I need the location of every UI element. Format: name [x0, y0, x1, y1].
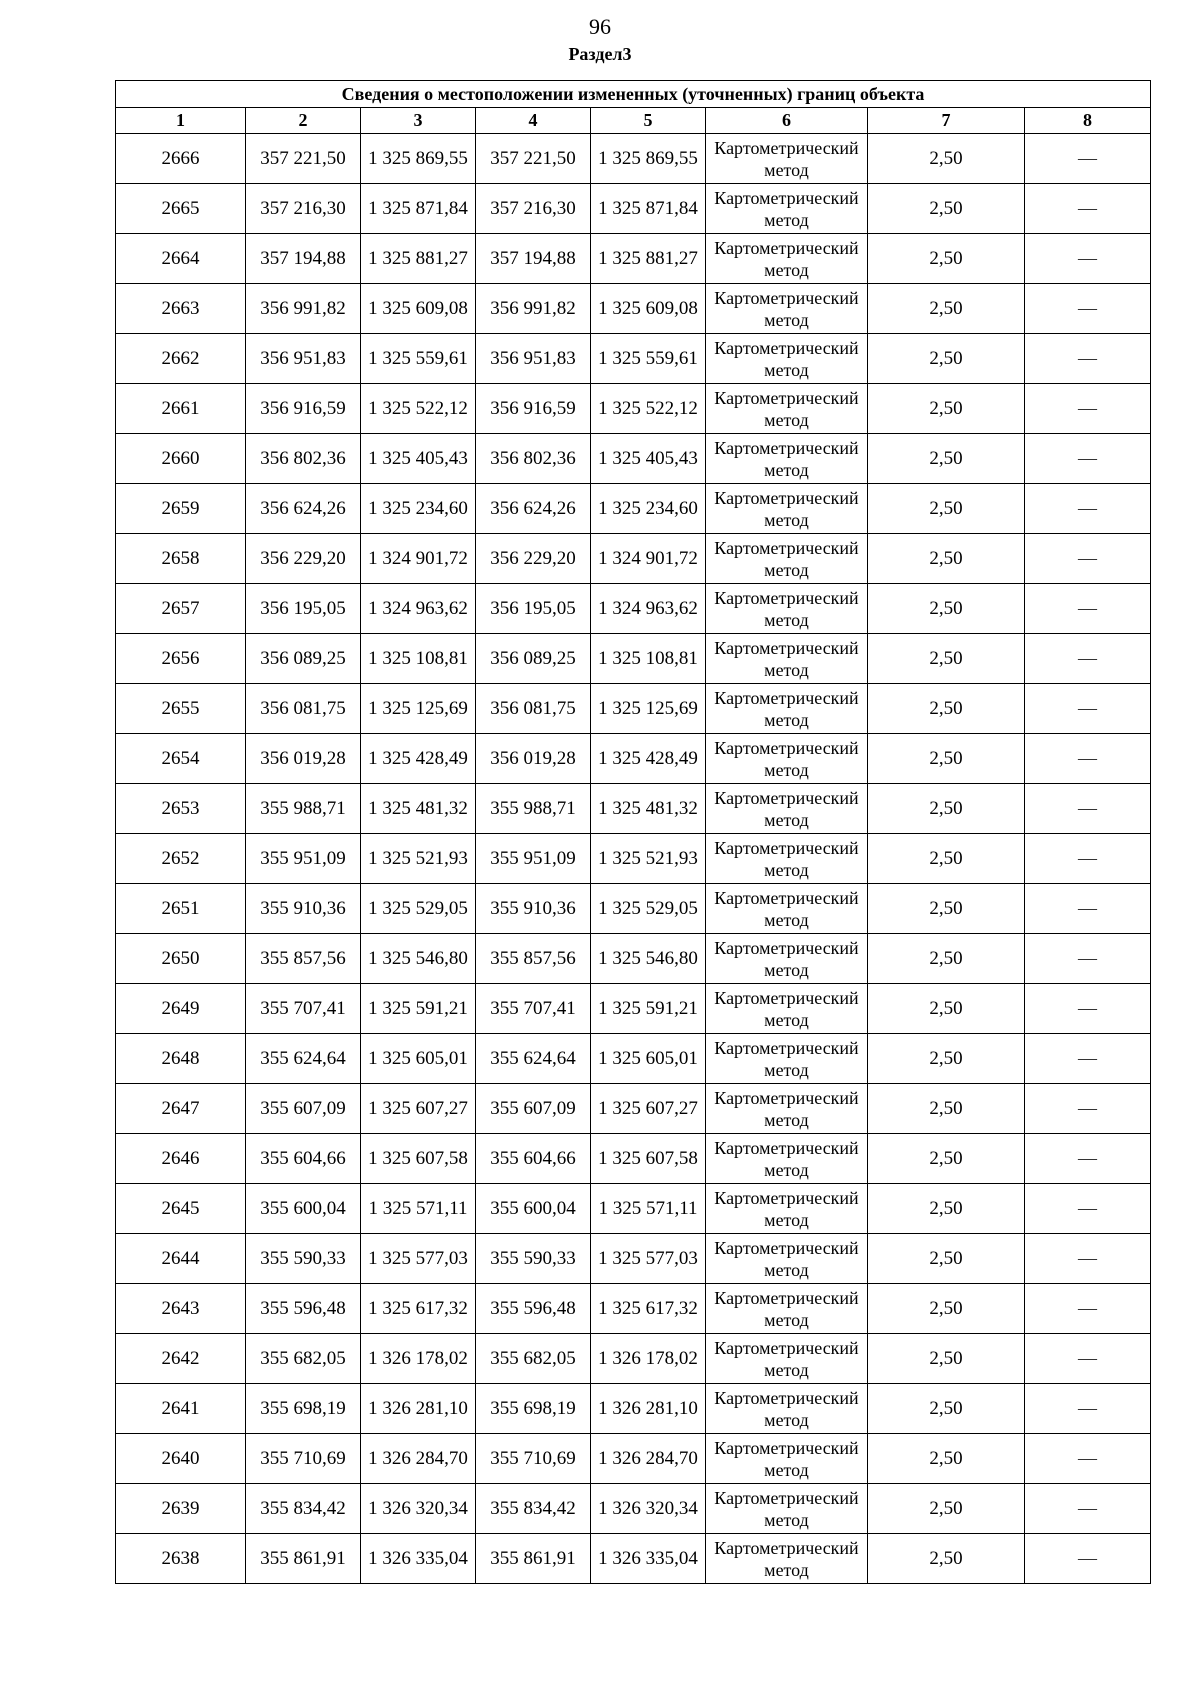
- cell-point-number: 2652: [116, 834, 246, 884]
- cell-accuracy: 2,50: [868, 484, 1025, 534]
- cell-method: Картометрический метод: [706, 1334, 868, 1384]
- cell-method: Картометрический метод: [706, 884, 868, 934]
- table-row: [116, 634, 1151, 684]
- cell-x-new: 355 607,09: [476, 1084, 591, 1134]
- page-number: 96: [589, 14, 611, 39]
- table-row: [116, 234, 1151, 284]
- cell-description: —: [1025, 934, 1151, 984]
- table-row: [116, 984, 1151, 1034]
- cell-accuracy: 2,50: [868, 1234, 1025, 1284]
- cell-y-new: 1 325 529,05: [591, 884, 706, 934]
- cell-description: —: [1025, 584, 1151, 634]
- cell-method: Картометрический метод: [706, 684, 868, 734]
- cell-accuracy: 2,50: [868, 134, 1025, 184]
- cell-x-new: 355 596,48: [476, 1284, 591, 1334]
- cell-x-new: 356 624,26: [476, 484, 591, 534]
- cell-description: —: [1025, 884, 1151, 934]
- cell-point-number: 2665: [116, 184, 246, 234]
- cell-point-number: 2638: [116, 1534, 246, 1584]
- cell-x-existing: 355 710,69: [246, 1434, 361, 1484]
- cell-y-new: 1 326 281,10: [591, 1384, 706, 1434]
- cell-y-new: 1 325 428,49: [591, 734, 706, 784]
- cell-y-new: 1 325 559,61: [591, 334, 706, 384]
- cell-accuracy: 2,50: [868, 884, 1025, 934]
- cell-description: —: [1025, 1434, 1151, 1484]
- cell-method: Картометрический метод: [706, 384, 868, 434]
- cell-description: —: [1025, 734, 1151, 784]
- cell-x-existing: 355 590,33: [246, 1234, 361, 1284]
- cell-x-existing: 355 596,48: [246, 1284, 361, 1334]
- cell-y-existing: 1 325 617,32: [361, 1284, 476, 1334]
- cell-y-new: 1 325 125,69: [591, 684, 706, 734]
- cell-y-existing: 1 325 234,60: [361, 484, 476, 534]
- cell-point-number: 2650: [116, 934, 246, 984]
- cell-point-number: 2641: [116, 1384, 246, 1434]
- cell-method: Картометрический метод: [706, 1484, 868, 1534]
- cell-point-number: 2654: [116, 734, 246, 784]
- cell-x-new: 356 951,83: [476, 334, 591, 384]
- table-row: [116, 934, 1151, 984]
- cell-x-existing: 356 229,20: [246, 534, 361, 584]
- cell-y-existing: 1 325 577,03: [361, 1234, 476, 1284]
- cell-x-new: 356 802,36: [476, 434, 591, 484]
- cell-accuracy: 2,50: [868, 384, 1025, 434]
- cell-y-new: 1 325 234,60: [591, 484, 706, 534]
- cell-accuracy: 2,50: [868, 684, 1025, 734]
- cell-method: Картометрический метод: [706, 934, 868, 984]
- cell-x-new: 355 857,56: [476, 934, 591, 984]
- table-row: [116, 484, 1151, 534]
- table-row: [116, 1484, 1151, 1534]
- cell-method: Картометрический метод: [706, 984, 868, 1034]
- cell-x-existing: 356 951,83: [246, 334, 361, 384]
- cell-y-new: 1 325 871,84: [591, 184, 706, 234]
- cell-point-number: 2643: [116, 1284, 246, 1334]
- cell-description: —: [1025, 234, 1151, 284]
- cell-x-existing: 355 682,05: [246, 1334, 361, 1384]
- cell-x-existing: 356 916,59: [246, 384, 361, 434]
- cell-y-existing: 1 325 108,81: [361, 634, 476, 684]
- table-row: [116, 184, 1151, 234]
- table-body: [116, 134, 1151, 1584]
- table-row: [116, 584, 1151, 634]
- cell-y-new: 1 326 320,34: [591, 1484, 706, 1534]
- cell-description: —: [1025, 434, 1151, 484]
- cell-x-new: 355 698,19: [476, 1384, 591, 1434]
- cell-x-new: 356 195,05: [476, 584, 591, 634]
- cell-y-existing: 1 325 405,43: [361, 434, 476, 484]
- cell-method: Картометрический метод: [706, 1184, 868, 1234]
- cell-accuracy: 2,50: [868, 434, 1025, 484]
- cell-description: —: [1025, 834, 1151, 884]
- cell-point-number: 2645: [116, 1184, 246, 1234]
- cell-x-new: 355 834,42: [476, 1484, 591, 1534]
- cell-y-existing: 1 325 529,05: [361, 884, 476, 934]
- cell-y-existing: 1 326 335,04: [361, 1534, 476, 1584]
- cell-y-existing: 1 325 607,58: [361, 1134, 476, 1184]
- cell-description: —: [1025, 634, 1151, 684]
- table-row: [116, 1384, 1151, 1434]
- cell-y-existing: 1 326 178,02: [361, 1334, 476, 1384]
- cell-method: Картометрический метод: [706, 334, 868, 384]
- cell-description: —: [1025, 1334, 1151, 1384]
- cell-accuracy: 2,50: [868, 1334, 1025, 1384]
- column-number-row: [116, 108, 1151, 134]
- column-number: 5: [591, 108, 706, 134]
- cell-point-number: 2639: [116, 1484, 246, 1534]
- cell-method: Картометрический метод: [706, 284, 868, 334]
- cell-y-new: 1 325 108,81: [591, 634, 706, 684]
- cell-x-new: 355 861,91: [476, 1534, 591, 1584]
- table-row: [116, 834, 1151, 884]
- cell-description: —: [1025, 784, 1151, 834]
- cell-x-existing: 356 081,75: [246, 684, 361, 734]
- cell-y-existing: 1 325 605,01: [361, 1034, 476, 1084]
- cell-description: —: [1025, 1134, 1151, 1184]
- table-row: [116, 134, 1151, 184]
- cell-x-existing: 356 089,25: [246, 634, 361, 684]
- cell-x-new: 355 951,09: [476, 834, 591, 884]
- cell-accuracy: 2,50: [868, 1034, 1025, 1084]
- cell-description: —: [1025, 1384, 1151, 1434]
- cell-y-existing: 1 325 428,49: [361, 734, 476, 784]
- cell-method: Картометрический метод: [706, 1384, 868, 1434]
- cell-method: Картометрический метод: [706, 1034, 868, 1084]
- cell-accuracy: 2,50: [868, 534, 1025, 584]
- cell-point-number: 2647: [116, 1084, 246, 1134]
- cell-x-existing: 356 195,05: [246, 584, 361, 634]
- cell-y-existing: 1 325 609,08: [361, 284, 476, 334]
- cell-description: —: [1025, 1084, 1151, 1134]
- cell-y-existing: 1 325 871,84: [361, 184, 476, 234]
- table-row: [116, 1334, 1151, 1384]
- table-caption: Сведения о местоположении измененных (уточненных) границ объекта: [116, 81, 1151, 108]
- cell-description: —: [1025, 334, 1151, 384]
- boundary-coordinates-table: [115, 80, 1151, 1584]
- table-row: [116, 684, 1151, 734]
- cell-accuracy: 2,50: [868, 284, 1025, 334]
- cell-point-number: 2657: [116, 584, 246, 634]
- cell-accuracy: 2,50: [868, 1384, 1025, 1434]
- cell-accuracy: 2,50: [868, 834, 1025, 884]
- cell-method: Картометрический метод: [706, 734, 868, 784]
- column-number: 6: [706, 108, 868, 134]
- cell-accuracy: 2,50: [868, 1084, 1025, 1134]
- cell-x-existing: 355 707,41: [246, 984, 361, 1034]
- table-row: [116, 1234, 1151, 1284]
- table-row: [116, 384, 1151, 434]
- cell-x-new: 355 988,71: [476, 784, 591, 834]
- cell-point-number: 2660: [116, 434, 246, 484]
- cell-point-number: 2648: [116, 1034, 246, 1084]
- cell-point-number: 2649: [116, 984, 246, 1034]
- column-number: 1: [116, 108, 246, 134]
- cell-x-existing: 355 910,36: [246, 884, 361, 934]
- cell-point-number: 2642: [116, 1334, 246, 1384]
- cell-y-new: 1 325 617,32: [591, 1284, 706, 1334]
- cell-accuracy: 2,50: [868, 634, 1025, 684]
- cell-x-existing: 357 194,88: [246, 234, 361, 284]
- cell-x-new: 355 682,05: [476, 1334, 591, 1384]
- cell-method: Картометрический метод: [706, 184, 868, 234]
- cell-x-existing: 357 221,50: [246, 134, 361, 184]
- table-row: [116, 284, 1151, 334]
- cell-y-existing: 1 325 607,27: [361, 1084, 476, 1134]
- cell-x-existing: 356 624,26: [246, 484, 361, 534]
- cell-description: —: [1025, 1534, 1151, 1584]
- cell-description: —: [1025, 284, 1151, 334]
- cell-y-existing: 1 325 481,32: [361, 784, 476, 834]
- cell-method: Картометрический метод: [706, 1134, 868, 1184]
- cell-y-existing: 1 324 963,62: [361, 584, 476, 634]
- table-row: [116, 884, 1151, 934]
- cell-point-number: 2662: [116, 334, 246, 384]
- cell-description: —: [1025, 984, 1151, 1034]
- table-row: [116, 734, 1151, 784]
- table-row: [116, 334, 1151, 384]
- cell-accuracy: 2,50: [868, 184, 1025, 234]
- column-number: 8: [1025, 108, 1151, 134]
- cell-x-new: 355 600,04: [476, 1184, 591, 1234]
- cell-y-new: 1 326 178,02: [591, 1334, 706, 1384]
- column-number: 3: [361, 108, 476, 134]
- cell-y-existing: 1 325 521,93: [361, 834, 476, 884]
- cell-accuracy: 2,50: [868, 1184, 1025, 1234]
- cell-accuracy: 2,50: [868, 734, 1025, 784]
- cell-description: —: [1025, 1284, 1151, 1334]
- cell-y-new: 1 324 963,62: [591, 584, 706, 634]
- cell-point-number: 2663: [116, 284, 246, 334]
- cell-x-new: 356 991,82: [476, 284, 591, 334]
- cell-x-new: 356 916,59: [476, 384, 591, 434]
- cell-method: Картометрический метод: [706, 1234, 868, 1284]
- cell-description: —: [1025, 1484, 1151, 1534]
- cell-accuracy: 2,50: [868, 584, 1025, 634]
- cell-y-new: 1 325 521,93: [591, 834, 706, 884]
- cell-y-existing: 1 325 591,21: [361, 984, 476, 1034]
- cell-y-new: 1 325 605,01: [591, 1034, 706, 1084]
- cell-y-new: 1 325 591,21: [591, 984, 706, 1034]
- cell-description: —: [1025, 1234, 1151, 1284]
- cell-x-new: 355 604,66: [476, 1134, 591, 1184]
- cell-point-number: 2658: [116, 534, 246, 584]
- cell-y-new: 1 326 284,70: [591, 1434, 706, 1484]
- cell-y-existing: 1 324 901,72: [361, 534, 476, 584]
- table-row: [116, 1034, 1151, 1084]
- cell-x-existing: 357 216,30: [246, 184, 361, 234]
- cell-point-number: 2644: [116, 1234, 246, 1284]
- cell-method: Картометрический метод: [706, 534, 868, 584]
- cell-x-new: 356 229,20: [476, 534, 591, 584]
- cell-description: —: [1025, 184, 1151, 234]
- cell-y-new: 1 325 405,43: [591, 434, 706, 484]
- cell-y-existing: 1 325 125,69: [361, 684, 476, 734]
- cell-y-new: 1 325 607,27: [591, 1084, 706, 1134]
- cell-x-new: 355 590,33: [476, 1234, 591, 1284]
- cell-method: Картометрический метод: [706, 434, 868, 484]
- table-row: [116, 1084, 1151, 1134]
- cell-point-number: 2651: [116, 884, 246, 934]
- cell-accuracy: 2,50: [868, 234, 1025, 284]
- cell-y-existing: 1 325 559,61: [361, 334, 476, 384]
- cell-x-new: 356 081,75: [476, 684, 591, 734]
- cell-point-number: 2640: [116, 1434, 246, 1484]
- cell-accuracy: 2,50: [868, 1434, 1025, 1484]
- cell-method: Картометрический метод: [706, 1084, 868, 1134]
- cell-x-existing: 355 698,19: [246, 1384, 361, 1434]
- cell-y-existing: 1 325 546,80: [361, 934, 476, 984]
- cell-x-new: 357 194,88: [476, 234, 591, 284]
- cell-method: Картометрический метод: [706, 784, 868, 834]
- cell-x-existing: 355 624,64: [246, 1034, 361, 1084]
- cell-method: Картометрический метод: [706, 484, 868, 534]
- column-number: 2: [246, 108, 361, 134]
- cell-method: Картометрический метод: [706, 1284, 868, 1334]
- cell-description: —: [1025, 1034, 1151, 1084]
- cell-method: Картометрический метод: [706, 634, 868, 684]
- cell-x-existing: 355 988,71: [246, 784, 361, 834]
- table-row: [116, 1434, 1151, 1484]
- cell-x-existing: 356 019,28: [246, 734, 361, 784]
- cell-x-existing: 355 857,56: [246, 934, 361, 984]
- cell-y-existing: 1 325 571,11: [361, 1184, 476, 1234]
- cell-method: Картометрический метод: [706, 584, 868, 634]
- cell-method: Картометрический метод: [706, 1434, 868, 1484]
- cell-x-existing: 355 951,09: [246, 834, 361, 884]
- cell-accuracy: 2,50: [868, 984, 1025, 1034]
- cell-y-new: 1 325 881,27: [591, 234, 706, 284]
- cell-y-existing: 1 326 284,70: [361, 1434, 476, 1484]
- cell-x-new: 355 910,36: [476, 884, 591, 934]
- cell-point-number: 2646: [116, 1134, 246, 1184]
- cell-accuracy: 2,50: [868, 1534, 1025, 1584]
- cell-y-new: 1 326 335,04: [591, 1534, 706, 1584]
- cell-y-existing: 1 326 281,10: [361, 1384, 476, 1434]
- cell-accuracy: 2,50: [868, 334, 1025, 384]
- cell-y-new: 1 325 577,03: [591, 1234, 706, 1284]
- cell-x-new: 357 216,30: [476, 184, 591, 234]
- cell-y-existing: 1 325 522,12: [361, 384, 476, 434]
- cell-y-new: 1 325 607,58: [591, 1134, 706, 1184]
- column-number: 4: [476, 108, 591, 134]
- cell-point-number: 2656: [116, 634, 246, 684]
- cell-method: Картометрический метод: [706, 234, 868, 284]
- cell-accuracy: 2,50: [868, 1284, 1025, 1334]
- cell-x-existing: 356 802,36: [246, 434, 361, 484]
- cell-x-new: 355 707,41: [476, 984, 591, 1034]
- cell-y-new: 1 325 571,11: [591, 1184, 706, 1234]
- cell-accuracy: 2,50: [868, 1484, 1025, 1534]
- cell-y-new: 1 325 546,80: [591, 934, 706, 984]
- table-row: [116, 1284, 1151, 1334]
- cell-accuracy: 2,50: [868, 784, 1025, 834]
- table-row: [116, 434, 1151, 484]
- cell-description: —: [1025, 684, 1151, 734]
- cell-y-existing: 1 325 869,55: [361, 134, 476, 184]
- cell-method: Картометрический метод: [706, 134, 868, 184]
- cell-y-new: 1 325 609,08: [591, 284, 706, 334]
- cell-point-number: 2666: [116, 134, 246, 184]
- cell-x-existing: 355 861,91: [246, 1534, 361, 1584]
- cell-point-number: 2661: [116, 384, 246, 434]
- cell-accuracy: 2,50: [868, 934, 1025, 984]
- cell-description: —: [1025, 534, 1151, 584]
- cell-x-new: 357 221,50: [476, 134, 591, 184]
- cell-y-new: 1 325 869,55: [591, 134, 706, 184]
- cell-y-existing: 1 325 881,27: [361, 234, 476, 284]
- cell-x-existing: 355 834,42: [246, 1484, 361, 1534]
- cell-x-new: 355 710,69: [476, 1434, 591, 1484]
- table-row: [116, 534, 1151, 584]
- cell-point-number: 2655: [116, 684, 246, 734]
- cell-point-number: 2659: [116, 484, 246, 534]
- cell-y-new: 1 325 481,32: [591, 784, 706, 834]
- cell-x-existing: 356 991,82: [246, 284, 361, 334]
- section-title: Раздел3: [568, 44, 632, 64]
- cell-x-existing: 355 607,09: [246, 1084, 361, 1134]
- table-row: [116, 784, 1151, 834]
- column-number: 7: [868, 108, 1025, 134]
- cell-y-existing: 1 326 320,34: [361, 1484, 476, 1534]
- cell-point-number: 2664: [116, 234, 246, 284]
- cell-method: Картометрический метод: [706, 1534, 868, 1584]
- cell-x-existing: 355 600,04: [246, 1184, 361, 1234]
- cell-description: —: [1025, 1184, 1151, 1234]
- cell-x-existing: 355 604,66: [246, 1134, 361, 1184]
- cell-y-new: 1 324 901,72: [591, 534, 706, 584]
- cell-x-new: 355 624,64: [476, 1034, 591, 1084]
- cell-x-new: 356 019,28: [476, 734, 591, 784]
- cell-description: —: [1025, 134, 1151, 184]
- table-row: [116, 1184, 1151, 1234]
- cell-description: —: [1025, 484, 1151, 534]
- cell-y-new: 1 325 522,12: [591, 384, 706, 434]
- table-row: [116, 1534, 1151, 1584]
- cell-method: Картометрический метод: [706, 834, 868, 884]
- cell-accuracy: 2,50: [868, 1134, 1025, 1184]
- cell-x-new: 356 089,25: [476, 634, 591, 684]
- cell-description: —: [1025, 384, 1151, 434]
- table-row: [116, 1134, 1151, 1184]
- cell-point-number: 2653: [116, 784, 246, 834]
